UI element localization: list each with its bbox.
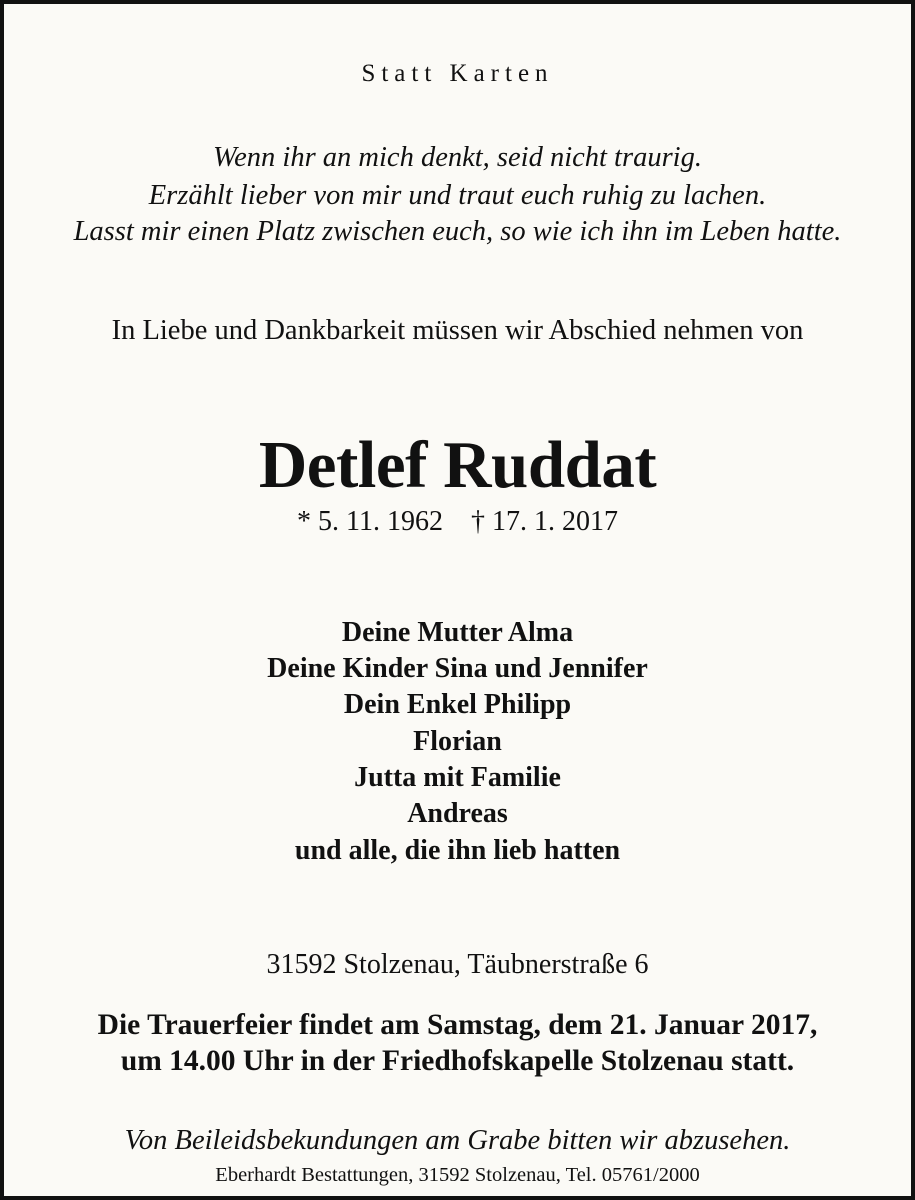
- undertaker-info: Eberhardt Bestattungen, 31592 Stolzenau, Tel. 05761/2000: [215, 1164, 700, 1186]
- intro-text: In Liebe und Dankbarkeit müssen wir Abschied nehmen von: [111, 315, 804, 346]
- birth-date: * 5. 11. 1962: [297, 506, 443, 537]
- mourner-line: Andreas: [407, 798, 508, 829]
- deceased-name: Detlef Ruddat: [258, 428, 657, 502]
- mourner-line: Deine Kinder Sina und Jennifer: [267, 653, 648, 684]
- mourner-line: Florian: [413, 726, 502, 757]
- death-date: † 17. 1. 2017: [470, 506, 618, 537]
- family-address: 31592 Stolzenau, Täubnerstraße 6: [266, 949, 649, 980]
- mourner-line: Dein Enkel Philipp: [343, 689, 572, 720]
- funeral-info-line-2: um 14.00 Uhr in der Friedhofskapelle Stolzenau statt.: [120, 1045, 795, 1077]
- condolence-request: Von Beileidsbekundungen am Grabe bitten wir abzusehen.: [124, 1125, 791, 1156]
- funeral-info-line-1: Die Trauerfeier findet am Samstag, dem 21. Januar 2017,: [97, 1009, 818, 1041]
- quote-line-1: Wenn ihr an mich denkt, seid nicht traurig.: [213, 142, 702, 173]
- mourner-line: Deine Mutter Alma: [341, 617, 574, 648]
- header: Statt Karten: [361, 60, 554, 87]
- mourner-line: Jutta mit Familie: [354, 762, 561, 793]
- life-dates: [4, 506, 911, 538]
- mourner-line: und alle, die ihn lieb hatten: [294, 835, 621, 866]
- quote-line-3: Lasst mir einen Platz zwischen euch, so wie ich ihn im Leben hatte.: [73, 216, 842, 247]
- quote-line-2: Erzählt lieber von mir und traut euch ruhig zu lachen.: [148, 180, 767, 211]
